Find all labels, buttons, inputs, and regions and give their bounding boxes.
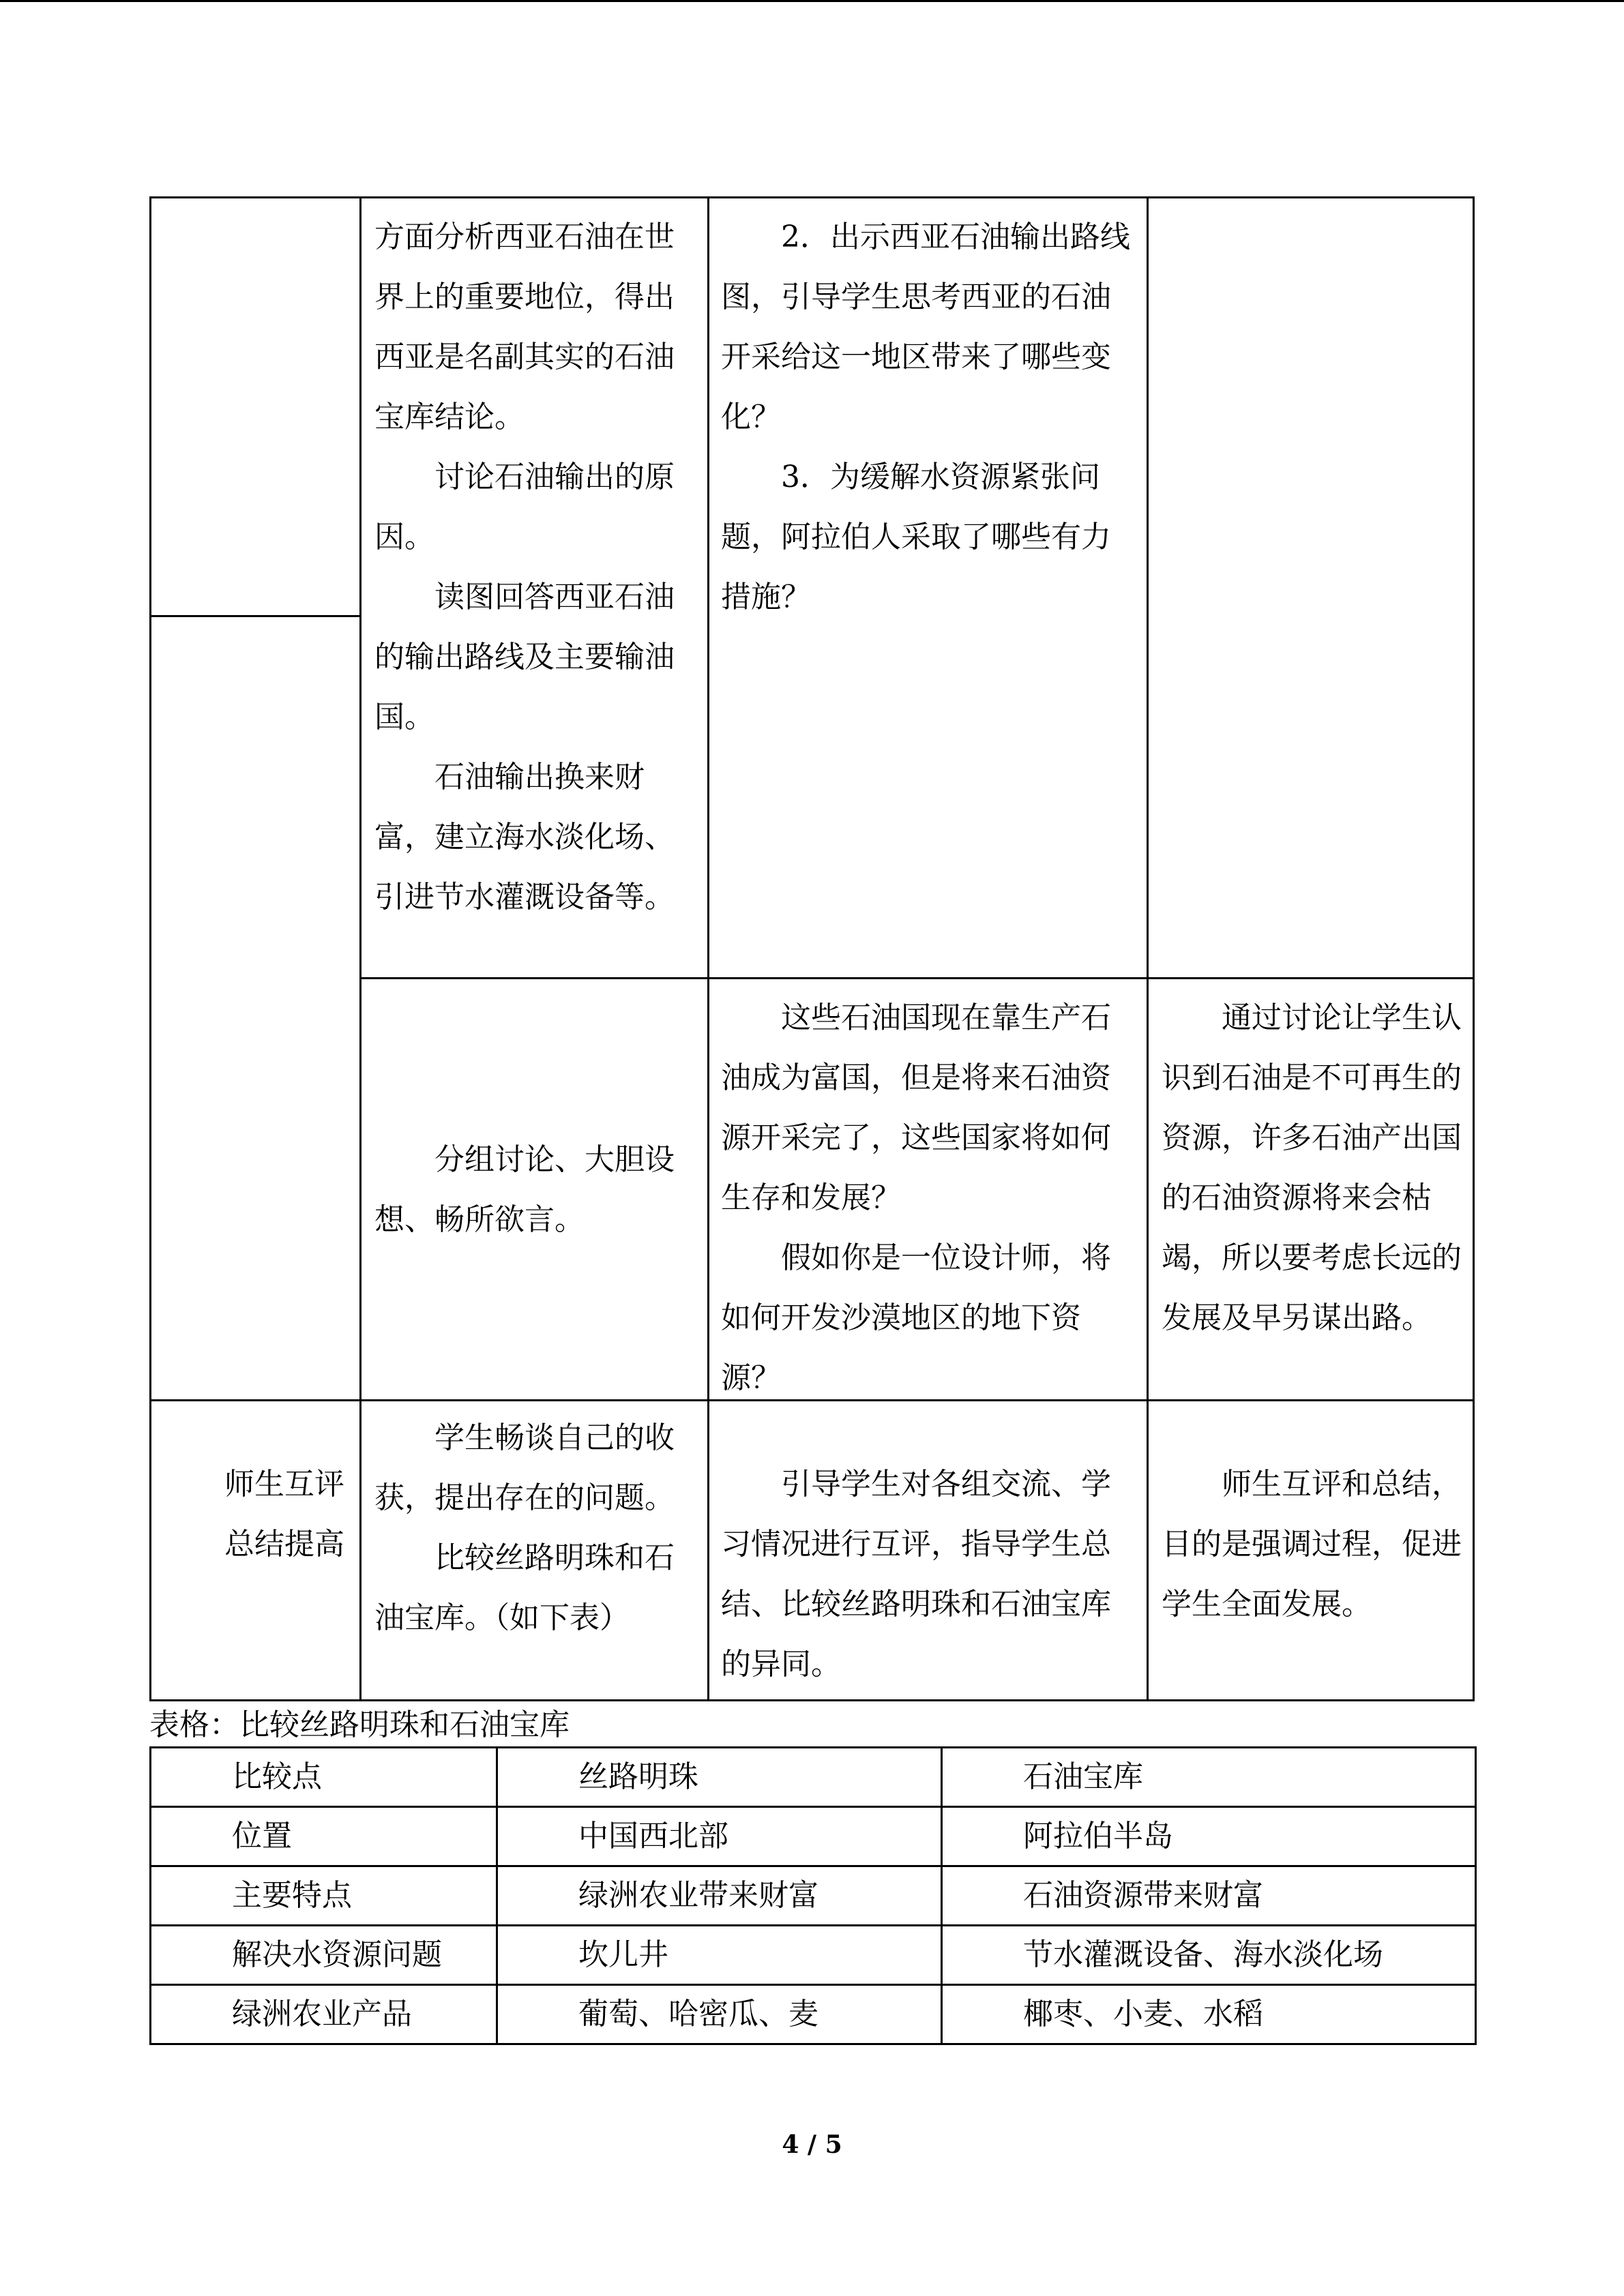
row-sep-1 (359, 977, 1475, 979)
row3-stage-label (164, 1455, 349, 1575)
table-cell: 主要特点 (151, 1866, 497, 1926)
row1-student-p3: 读图回答西亚石油的输出路线及主要输油国。 (374, 580, 675, 734)
row3-stage-1: 师生互评 (224, 1467, 344, 1502)
comparison-header-row (151, 1748, 1476, 1807)
page-top-border (0, 0, 1624, 2)
row3-student-p1: 学生畅谈自己的收获，提出存在的问题。 (374, 1420, 675, 1515)
table-row (151, 1926, 1476, 1985)
row3-teacher-activity (721, 1455, 1138, 1695)
row1-teacher-activity (721, 207, 1138, 627)
table-row (151, 1866, 1476, 1926)
table-cell: 节水灌溉设备、海水淡化场 (942, 1926, 1476, 1985)
table-border-top (149, 196, 1475, 198)
row2-teacher-activity (721, 988, 1138, 1408)
table-cell: 坎儿井 (497, 1926, 942, 1985)
comparison-table (149, 1746, 1477, 2045)
row1-student-p2: 讨论石油输出的原因。 (374, 460, 675, 554)
table-cell: 石油资源带来财富 (942, 1866, 1476, 1926)
row2-intent-p1: 通过讨论让学生认识到石油是不可再生的资源，许多石油产出国的石油资源将来会枯竭，所以要考虑长远的发展及早另谋出路。 (1162, 1000, 1462, 1335)
row2-student-p1: 分组讨论、大胆设想、畅所欲言。 (374, 1142, 675, 1237)
row1-teacher-p2: 3．为缓解水资源紧张问题，阿拉伯人采取了哪些有力措施？ (721, 460, 1111, 614)
row2-design-intent (1162, 988, 1466, 1348)
stage-col-separator (149, 615, 361, 617)
header-cell: 石油宝库 (942, 1748, 1476, 1807)
row3-stage-2: 总结提高 (224, 1527, 344, 1562)
table-cell: 绿洲农业带来财富 (497, 1866, 942, 1926)
table-cell: 葡萄、哈密瓜、麦 (497, 1985, 942, 2044)
row3-student-activity (374, 1408, 698, 1648)
row1-student-p1: 方面分析西亚石油在世界上的重要地位，得出西亚是名副其实的石油宝库结论。 (374, 220, 675, 434)
row3-intent-p1: 师生互评和总结，目的是强调过程，促进学生全面发展。 (1162, 1467, 1462, 1622)
lesson-plan-table (149, 196, 1475, 1701)
table-cell: 中国西北部 (497, 1807, 942, 1866)
table-caption: 表格：比较丝路明珠和石油宝库 (149, 1708, 570, 1742)
header-cell: 比较点 (151, 1748, 497, 1807)
table-cell: 椰枣、小麦、水稻 (942, 1985, 1476, 2044)
col-sep-3 (1147, 196, 1149, 1701)
table-border-left (149, 196, 151, 1701)
header-cell: 丝路明珠 (497, 1748, 942, 1807)
table-row (151, 1807, 1476, 1866)
row2-teacher-p1: 这些石油国现在靠生产石油成为富国，但是将来石油资源开采完了，这些国家将如何生存和发展？ (721, 1000, 1111, 1215)
table-cell: 绿洲农业产品 (151, 1985, 497, 2044)
table-row (151, 1985, 1476, 2044)
col-sep-1 (359, 196, 361, 1701)
col-sep-2 (707, 196, 709, 1701)
row2-teacher-p2: 假如你是一位设计师，将如何开发沙漠地区的地下资源？ (721, 1240, 1111, 1395)
table-cell: 位置 (151, 1807, 497, 1866)
row3-teacher-p1: 引导学生对各组交流、学习情况进行互评，指导学生总结、比较丝路明珠和石油宝库的异同。 (721, 1467, 1111, 1682)
table-cell: 阿拉伯半岛 (942, 1807, 1476, 1866)
row2-student-activity (374, 1130, 698, 1250)
table-cell: 解决水资源问题 (151, 1926, 497, 1985)
row1-teacher-p1: 2．出示西亚石油输出路线图，引导学生思考西亚的石油开采给这一地区带来了哪些变化？ (721, 220, 1130, 434)
table-border-right (1473, 196, 1475, 1701)
row3-student-p2: 比较丝路明珠和石油宝库。（如下表） (374, 1540, 675, 1635)
row3-design-intent (1162, 1455, 1466, 1635)
row1-student-p4: 石油输出换来财富，建立海水淡化场、引进节水灌溉设备等。 (374, 760, 675, 914)
page-number: 4 / 5 (782, 2130, 842, 2159)
row1-student-activity (374, 207, 698, 927)
